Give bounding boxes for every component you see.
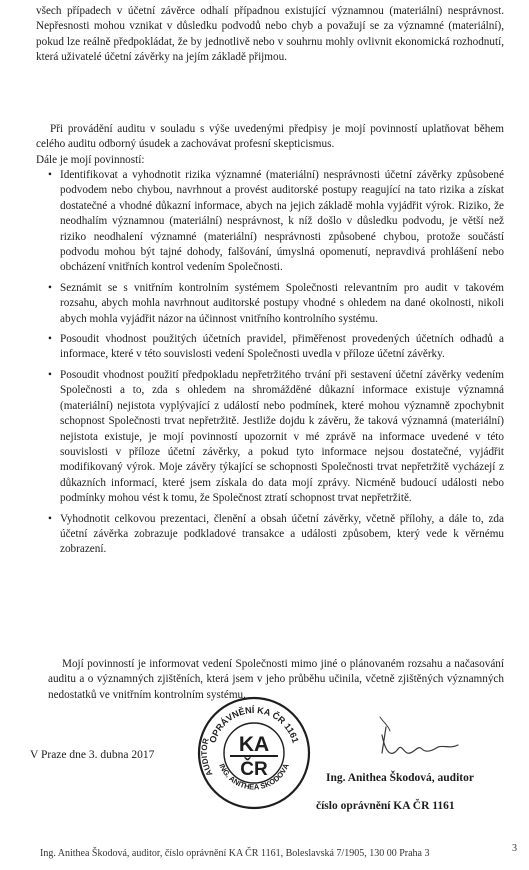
list-item-text: Identifikovat a vyhodnotit rizika významné (materiální) nesprávnosti účetní závěrky způsobené podvodem nebo chybou, navrhnout a provést auditorské postupy reagující na tato rizika a získat dostatečné a vhodné důkazní informace, abych na jejich základě mohla vyjádřit výrok. Riziko, že neodhalím významnou (materiální) nesprávnost, k níž došlo v důsledku podvodu, je větší než riziko neodhalení významné (materiální) nesprávnosti způsobené chybou, protože součástí podvodu mohou být tajné dohody, falšování, úmyslná opomenutí, nepravdivá prohlášení nebo obcházení vnitřních kontrol vedením Společnosti. (60, 169, 504, 274)
list-item-text: Vyhodnotit celkovou prezentaci, členění a obsah účetní závěrky, včetně přílohy, a dále to, zda účetní závěrka zobrazuje podkladové transakce a události způsobem, který vede k věrnému zobrazení. (60, 512, 504, 556)
duties-list (48, 168, 504, 563)
bullet-icon: • (48, 281, 52, 294)
paragraph-intro: všech případech v účetní závěrce odhalí případnou existující významnou (materiální) nesprávnost. Nepřesnosti mohou vznikat v důsledku podvodů nebo chyb a považují se za významné (materiální), pokud lze reálně předpokládat, že by jednotlivě nebo v souhrnu mohly ovlivnit ekonomická rozhodnutí, která uživatelé účetní závěrky na jejím základě přijmou. (36, 5, 504, 64)
bullet-icon: • (48, 512, 52, 525)
list-item-text: Seznámit se s vnitřním kontrolním systémem Společnosti relevantním pro audit v takovém rozsahu, abych mohla navrhnout auditorské postupy vhodné s ohledem na dané okolnosti, nikoli abych mohla vyjádřit názor na účinnost vnitřního kontrolního systému. (60, 281, 504, 325)
bullet-icon: • (48, 169, 52, 181)
list-item (48, 332, 504, 363)
signature-icon (358, 705, 478, 765)
stamp-left-text: AUDITOR (199, 737, 215, 778)
list-item-text: Posoudit vhodnost použitých účetních pravidel, přiměřenost provedených účetních odhadů a informace, které v této souvislosti vedení Společnosti uvedla v příloze účetní závěrky. (60, 333, 504, 361)
signer-name: Ing. Anithea Škodová, auditor (326, 772, 474, 784)
paragraph-inform: Mojí povinností je informovat vedení Společnosti mimo jiné o plánovaném rozsahu a načasování auditu a o významných zjištěních, která jsem v jeho průběhu učinila, včetně zjištěných významných nedostatků ve vnitřním kontrolním systému. (48, 658, 504, 701)
list-item (48, 512, 504, 558)
signer-license-number: číslo oprávnění KA ČR 1161 (316, 800, 455, 812)
auditor-stamp-icon (196, 695, 312, 811)
stamp-top-text: OPRÁVNĚNÍ KA ČR 1161 (207, 704, 301, 745)
list-item (48, 281, 504, 327)
page-number: 3 (512, 843, 517, 854)
stamp-center-top: KA (238, 733, 270, 756)
stamp-bottom-text: ING. ANITHEA ŠKODOVÁ (217, 762, 291, 792)
place-date: V Praze dne 3. dubna 2017 (30, 749, 155, 761)
list-item (48, 168, 504, 276)
paragraph-duties-intro: Dále je mojí povinností: (36, 154, 145, 166)
list-item (48, 368, 504, 507)
stamp-center-bottom: ČR (240, 759, 268, 780)
list-item-text: Posoudit vhodnost použití předpokladu nepřetržitého trvání při sestavení účetní závěrky vedením Společnosti a to, zda s ohledem na shromážděné důkazní informace existuje významná (materiální) nejistota vyplývající z událostí nebo podmínek, které mohou významně zpochybnit schopnost Společnosti trvat nepřetržitě. Jestliže dojdu k závěru, že taková významná (materiální) nejistota existuje, je mojí povinností upozornit v mé zprávě na informace uvedené v této souvislosti v příloze účetní závěrky, a pokud tyto informace nejsou dostatečné, vyjádřit modifikovaný výrok. Moje závěry týkající se schopnosti Společnosti trvat nepřetržitě vycházejí z důkazních informací, které jsem získala do data mojí zprávy. Nicméně budoucí události nebo podmínky mohou vést k tomu, že Společnost ztratí schopnost trvat nepřetržitě. (60, 368, 504, 505)
bullet-icon: • (48, 368, 52, 381)
bullet-icon: • (48, 333, 52, 346)
paragraph-audit-duty: Při provádění auditu v souladu s výše uvedenými předpisy je mojí povinností uplatňovat během celého auditu odborný úsudek a zachovávat profesní skepticismus. (36, 123, 504, 151)
page-footer: Ing. Anithea Škodová, auditor, číslo oprávnění KA ČR 1161, Boleslavská 7/1905, 130 00 Praha 3 (40, 848, 430, 859)
